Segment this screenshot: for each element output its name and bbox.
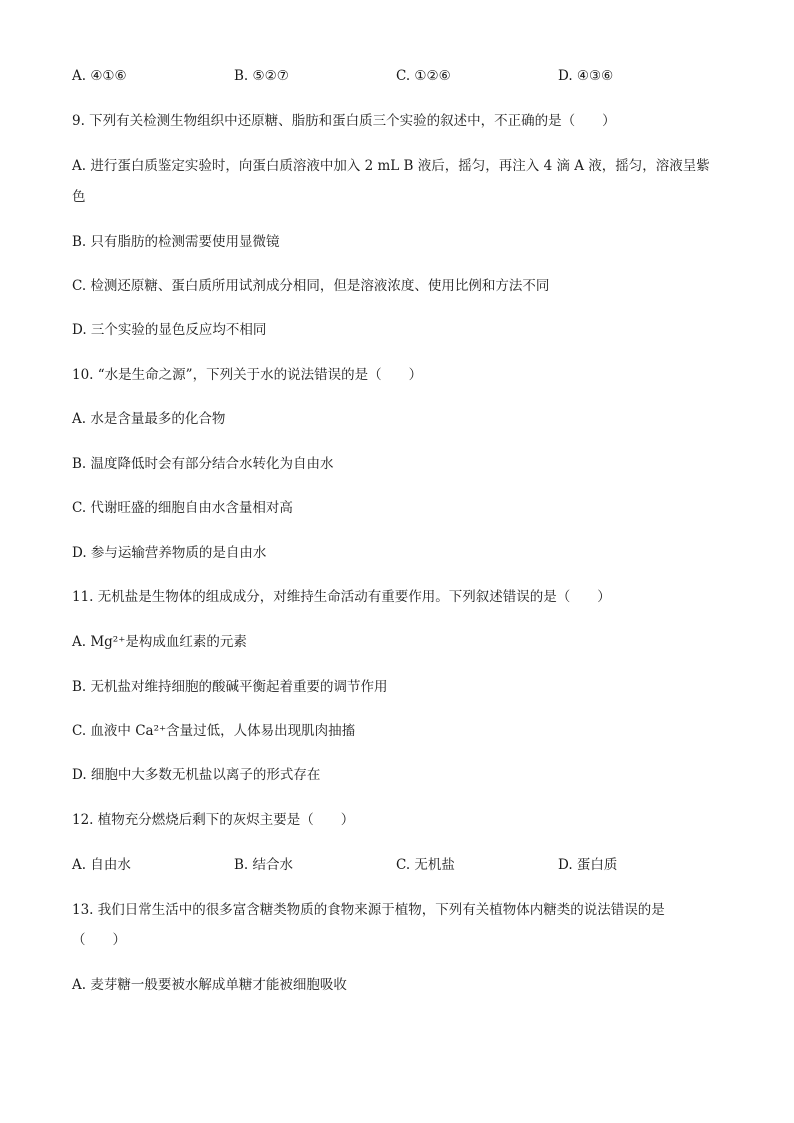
q8-option-d: D. ④③⑥ (558, 68, 614, 84)
q9-option-c: C. 检测还原糖、蛋白质所用试剂成分相同，但是溶液浓度、使用比例和方法不同 (72, 278, 550, 294)
q10-option-b: B. 温度降低时会有部分结合水转化为自由水 (72, 456, 334, 472)
q11-option-a: A. Mg²⁺是构成血红素的元素 (72, 634, 247, 650)
q11-stem: 11. 无机盐是生物体的组成成分，对维持生命活动有重要作用。下列叙述错误的是（ ） (72, 589, 611, 605)
q11-option-d: D. 细胞中大多数无机盐以离子的形式存在 (72, 767, 321, 783)
q10-stem: 10. “水是生命之源”，下列关于水的说法错误的是（ ） (72, 367, 423, 383)
q9-stem: 9. 下列有关检测生物组织中还原糖、脂肪和蛋白质三个实验的叙述中，不正确的是（ ） (72, 113, 616, 129)
q9-option-b: B. 只有脂肪的检测需要使用显微镜 (72, 234, 280, 250)
q8-option-b: B. ⑤②⑦ (234, 68, 289, 84)
q11-option-b: B. 无机盐对维持细胞的酸碱平衡起着重要的调节作用 (72, 679, 388, 695)
q9-option-a-line1: A. 进行蛋白质鉴定实验时，向蛋白质溶液中加入 2 mL B 液后，摇匀，再注入 4 滴 A 液，摇匀，溶液呈紫 (72, 158, 710, 174)
q12-option-c: C. 无机盐 (396, 857, 455, 873)
q12-stem: 12. 植物充分燃烧后剩下的灰烬主要是（ ） (72, 812, 355, 828)
q12-option-a: A. 自由水 (72, 857, 131, 873)
q10-option-c: C. 代谢旺盛的细胞自由水含量相对高 (72, 500, 293, 516)
q13-option-a: A. 麦芽糖一般要被水解成单糖才能被细胞吸收 (72, 977, 347, 993)
q10-option-a: A. 水是含量最多的化合物 (72, 411, 226, 427)
q11-option-c: C. 血液中 Ca²⁺含量过低，人体易出现肌肉抽搐 (72, 723, 356, 739)
q12-option-b: B. 结合水 (234, 857, 294, 873)
q9-option-a-line2: 色 (72, 189, 86, 205)
q13-stem-line2: （ ） (72, 932, 126, 948)
q8-option-a: A. ④①⑥ (72, 68, 127, 84)
q8-options (72, 66, 722, 86)
q10-option-d: D. 参与运输营养物质的是自由水 (72, 545, 267, 561)
q13-stem-line1: 13. 我们日常生活中的很多富含糖类物质的食物来源于植物，下列有关植物体内糖类的说法错误的是 (72, 902, 665, 918)
q9-option-d: D. 三个实验的显色反应均不相同 (72, 322, 267, 338)
q8-option-c: C. ①②⑥ (396, 68, 451, 84)
q12-options (72, 855, 722, 875)
q12-option-d: D. 蛋白质 (558, 857, 618, 873)
